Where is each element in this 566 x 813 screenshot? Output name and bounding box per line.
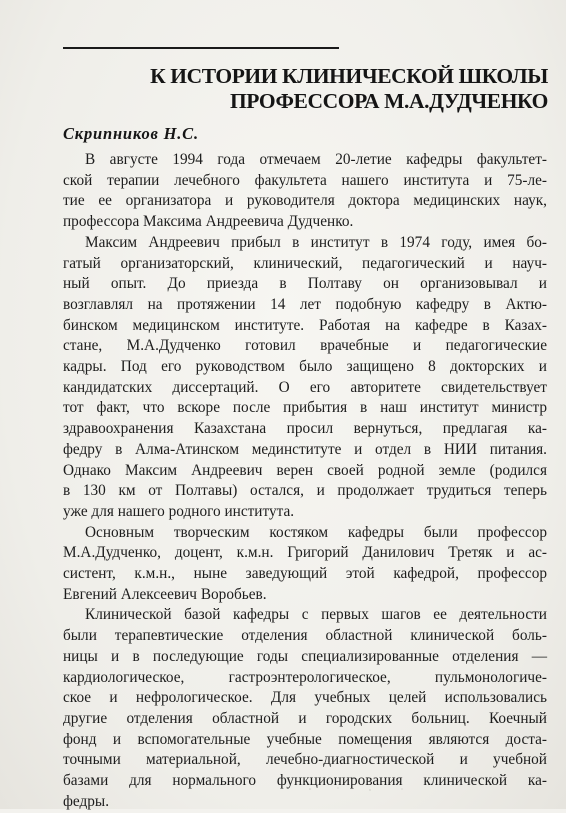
- text-line: Клинической базой кафедры с первых шагов ее деятельности: [85, 606, 547, 624]
- text-line: кадры. Под его руководством было защищено 8 докторских и: [63, 358, 547, 376]
- text-line: ской терапии лечебного факультета нашего института и 75-ле-: [63, 171, 547, 189]
- text-line: здравоохранения Казахстана просил вернуться, предлагая ка-: [63, 420, 547, 438]
- text-line: Максим Андреевич прибыл в институт в 1974 году, имея бо-: [85, 233, 547, 251]
- article-title: [68, 64, 548, 114]
- paragraph: [63, 523, 547, 606]
- title-line: К ИСТОРИИ КЛИНИЧЕСКОЙ ШКОЛЫ: [150, 64, 548, 88]
- text-line: в 130 км от Полтавы) остался, и продолжает трудиться теперь: [63, 482, 547, 500]
- article-author: Скрипников Н.С.: [63, 124, 199, 143]
- paragraph: [63, 233, 547, 523]
- paragraph: [63, 150, 547, 233]
- text-line: Евгений Алексеевич Воробьев.: [63, 585, 267, 603]
- text-line: В августе 1994 года отмечаем 20-летие кафедры факультет-: [85, 151, 547, 168]
- text-line: уже для нашего родного института.: [63, 502, 295, 520]
- text-line: федру в Алма-Атинском мединституте и отдел в НИИ питания.: [63, 440, 547, 458]
- text-line: тот факт, что вскоре после прибытия в наш институт министр: [63, 399, 547, 417]
- text-line: гатый организаторский, клинический, педагогический и науч-: [63, 254, 547, 272]
- text-line: кардиологическое, гастроэнтерологическое, пульмонологиче-: [63, 668, 547, 686]
- text-line: были терапевтические отделения областной клинической боль-: [63, 627, 547, 645]
- text-line: возглавлял на протяжении 14 лет подобную кафедру в Актю-: [63, 295, 547, 313]
- text-line: ское и нефрологическое. Для учебных целей использовались: [63, 689, 547, 707]
- header-rule: [63, 47, 339, 49]
- text-line: бинском медицинском институте. Работая на кафедре в Казах-: [63, 316, 547, 334]
- text-line: Однако Максим Андреевич верен своей родной земле (родился: [63, 461, 547, 479]
- text-line: кандидатских диссертаций. О его авторитете свидетельствует: [63, 378, 547, 396]
- text-line: М.А.Дудченко, доцент, к.м.н. Григорий Данилович Третяк и ас-: [63, 544, 547, 562]
- paragraph: [63, 605, 547, 812]
- text-line: профессора Максима Андреевича Дудченко.: [63, 213, 354, 231]
- text-line: стане, М.А.Дудченко готовил врачебные и педагогические: [63, 337, 547, 355]
- text-line: Основным творческим костяком кафедры были профессор: [85, 523, 547, 541]
- article-body: [63, 150, 547, 813]
- text-line: точными материальной, лечебно-диагностической и учебной: [63, 751, 547, 769]
- page-speckle-decoration: [300, 786, 420, 792]
- text-line: ницы и в последующие годы специализированные отделения —: [63, 647, 547, 665]
- text-line: федры.: [63, 792, 110, 810]
- text-line: фонд и вспомогательные учебные помещения являются доста-: [63, 730, 547, 748]
- text-line: базами для нормального функционирования клинической ка-: [63, 772, 547, 790]
- title-line: ПРОФЕССОРА М.А.ДУДЧЕНКО: [229, 89, 548, 113]
- text-line: ный опыт. До приезда в Полтаву он организовывал и: [63, 275, 547, 293]
- text-line: систент, к.м.н., ныне заведующий этой кафедрой, профессор: [63, 565, 547, 583]
- text-line: тие ее организатора и руководителя доктора медицинских наук,: [63, 192, 547, 210]
- text-line: другие отделения областной и городских больниц. Коечный: [63, 709, 547, 727]
